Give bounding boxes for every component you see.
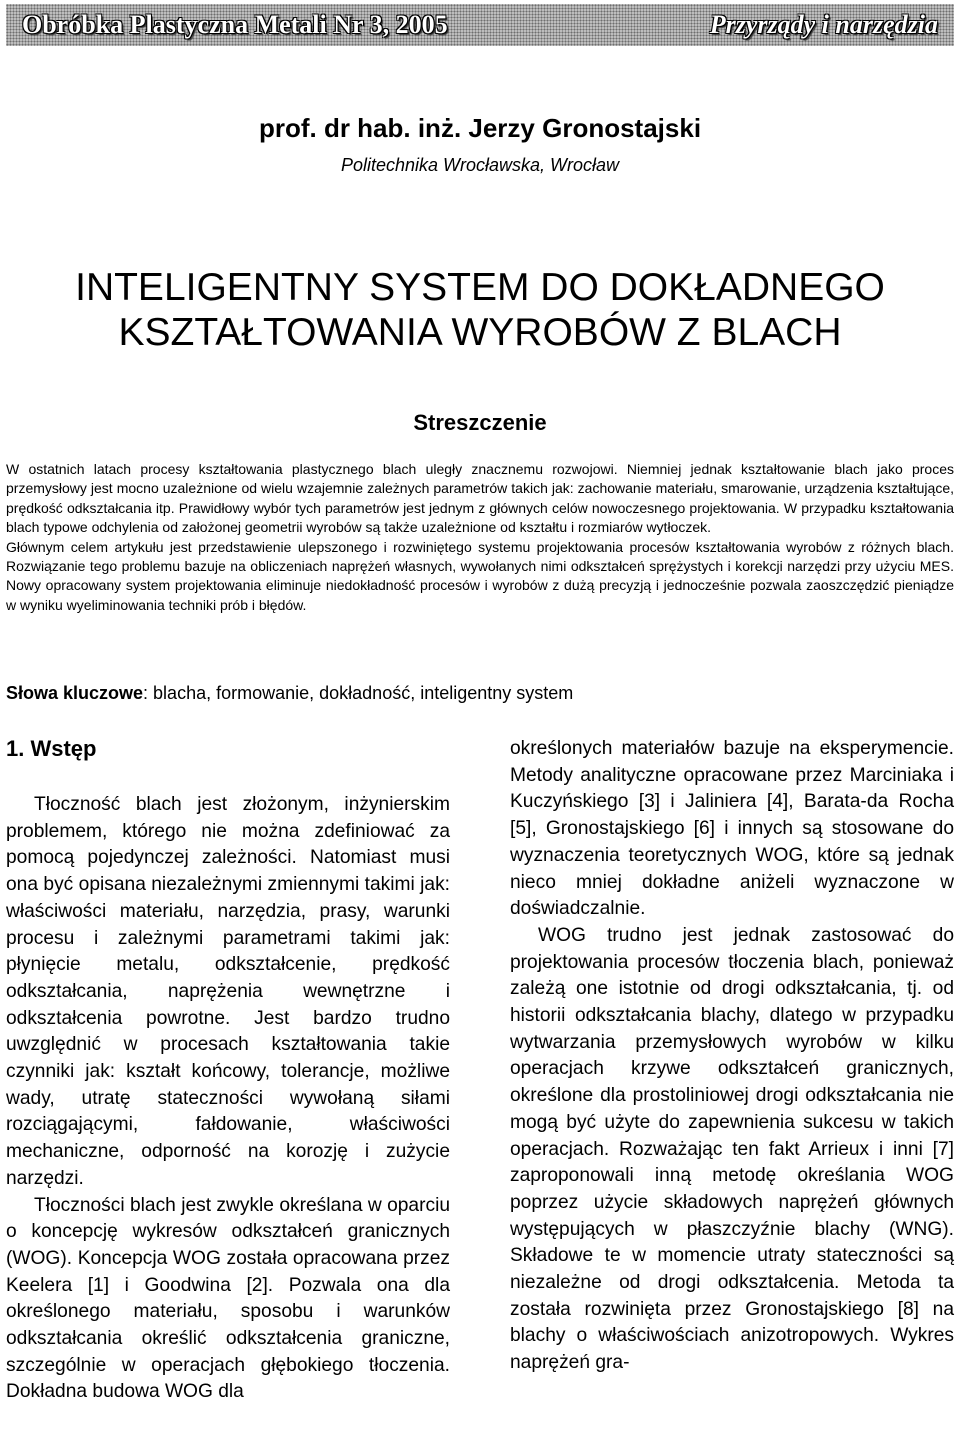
journal-header-banner	[6, 4, 954, 46]
abstract-body	[6, 460, 954, 615]
abstract-heading: Streszczenie	[413, 410, 547, 435]
keywords-label: Słowa kluczowe	[6, 683, 144, 703]
keywords-list: : blacha, formowanie, dokładność, inteligentny system	[143, 683, 574, 703]
title-line-2: KSZTAŁTOWANIA WYROBÓW Z BLACH	[118, 311, 842, 354]
section-heading: 1. Wstęp	[6, 736, 97, 761]
section-name: Przyrządy i narzędzia	[709, 10, 938, 39]
body-paragraph: Tłoczność blach jest złożonym, inżynierskim problemem, którego nie można zdefiniować za pomocą pojedynczej zależności. Natomiast musi ona być opisana niezależnymi zmiennymi takimi jak: właściwości materiału, narzędzia, prasy, warunki procesu i zależnymi parametrami takimi jak: płynięcie metalu, odkształcenie, prędkość odkształcania, naprężenia wewnętrzne i odkształcenia powrotne. Jest bardzo trudno uwzględnić w procesach kształtowania takie czynniki jak: kształt końcowy, tolerancje, możliwe wady, utratę stateczności wywołaną siłami rozciągającymi, fałdowanie, właściwości mechaniczne, odporność na korozję i zużycie narzędzi.	[6, 794, 450, 1189]
title-line-1: INTELIGENTNY SYSTEM DO DOKŁADNEGO	[75, 266, 885, 309]
body-paragraph: Tłoczności blach jest zwykle określana w oparciu o koncepcję wykresów odkształceń granicznych (WOG). Koncepcja WOG została opracowana przez Keelera [1] i Goodwina [2]. Pozwala ona dla określonego materiału, sposobu i warunków odkształcania określić odkształcenia graniczne, szczególnie w operacjach głębokiego tłoczenia. Dokładna budowa WOG dla	[6, 1194, 450, 1403]
abstract-paragraph: Głównym celem artykułu jest przedstawienie ulepszonego i rozwiniętego systemu projektowania procesów kształtowania wyrobów z różnych blach. Rozwiązanie tego problemu bazuje na obliczeniach naprężeń własnych, wywołanych nimi odkształceń sprężystych i korekcji narzędzi przy użyciu MES. Nowy opracowany system projektowania eliminuje niedokładność procesów i wyrobów z dużą precyzją i jednocześnie pozwala zaoszczędzić pieniądze w wyniku wyeliminowania techniki prób i błędów.	[6, 538, 954, 613]
body-paragraph: określonych materiałów bazuje na eksperymencie. Metody analityczne opracowane przez Marciniaka i Kuczyńskiego [3] i Jaliniera [4], Barata-da Rocha [5], Gronostajskiego [6] i innych są stosowane do wyznaczenia teoretycznych WOG, które są jednak nieco mniej dokładne aniżeli wyznaczone w doświadczalnie.	[510, 738, 954, 920]
abstract-paragraph: W ostatnich latach procesy kształtowania plastycznego blach uległy znacznemu rozwojowi. Niemniej jednak kształtowanie blach jako proces przemysłowy jest mocno uzależnione od wielu wzajemnie zależnych parametrów takich jak: zachowanie materiału, smarowanie, urządzenia kształtujące, prędkość odkształcania itp. Prawidłowy wybór tych parametrów jest jednym z głównych celów nowoczesnego projektowania. W przypadku kształtowania blach typowe odchylenia od założonej geometrii wyrobów są także uzależnione od kształtu i rozmiarów wytłoczek.	[6, 461, 954, 536]
author-name: prof. dr hab. inż. Jerzy Gronostajski	[258, 113, 702, 143]
author-affiliation: Politechnika Wrocławska, Wrocław	[340, 155, 620, 175]
right-column	[510, 736, 954, 1377]
journal-name: Obróbka Plastyczna Metali Nr 3, 2005	[22, 10, 448, 39]
left-column	[6, 736, 450, 1406]
body-paragraph: WOG trudno jest jednak zastosować do projektowania procesów tłoczenia blach, ponieważ zależą one istotnie od drogi odkształcania, tj. od historii odkształcania blachy, dlatego w przypadku wytwarzania przemysłowych wyrobów w kilku operacjach krzywe odkształceń granicznych, określone dla prostoliniowej drogi odkształcania nie mogą być użyte do zapewnienia sukcesu w takich operacjach. Rozważając ten fakt Arrieux i inni [7] zaproponowali inną metodę określania WOG poprzez użycie składowych naprężeń głównych występujących w płaszczyźnie blachy (WNG). Składowe te w momencie utraty stateczności są niezależne od drogi odkształcenia. Metoda ta została rozwinięta przez Gronostajskiego [8] na blachy o właściwościach anizotropowych. Wykres naprężeń gra-	[510, 924, 954, 1374]
paper-title	[0, 265, 960, 355]
keywords-line	[6, 683, 954, 704]
